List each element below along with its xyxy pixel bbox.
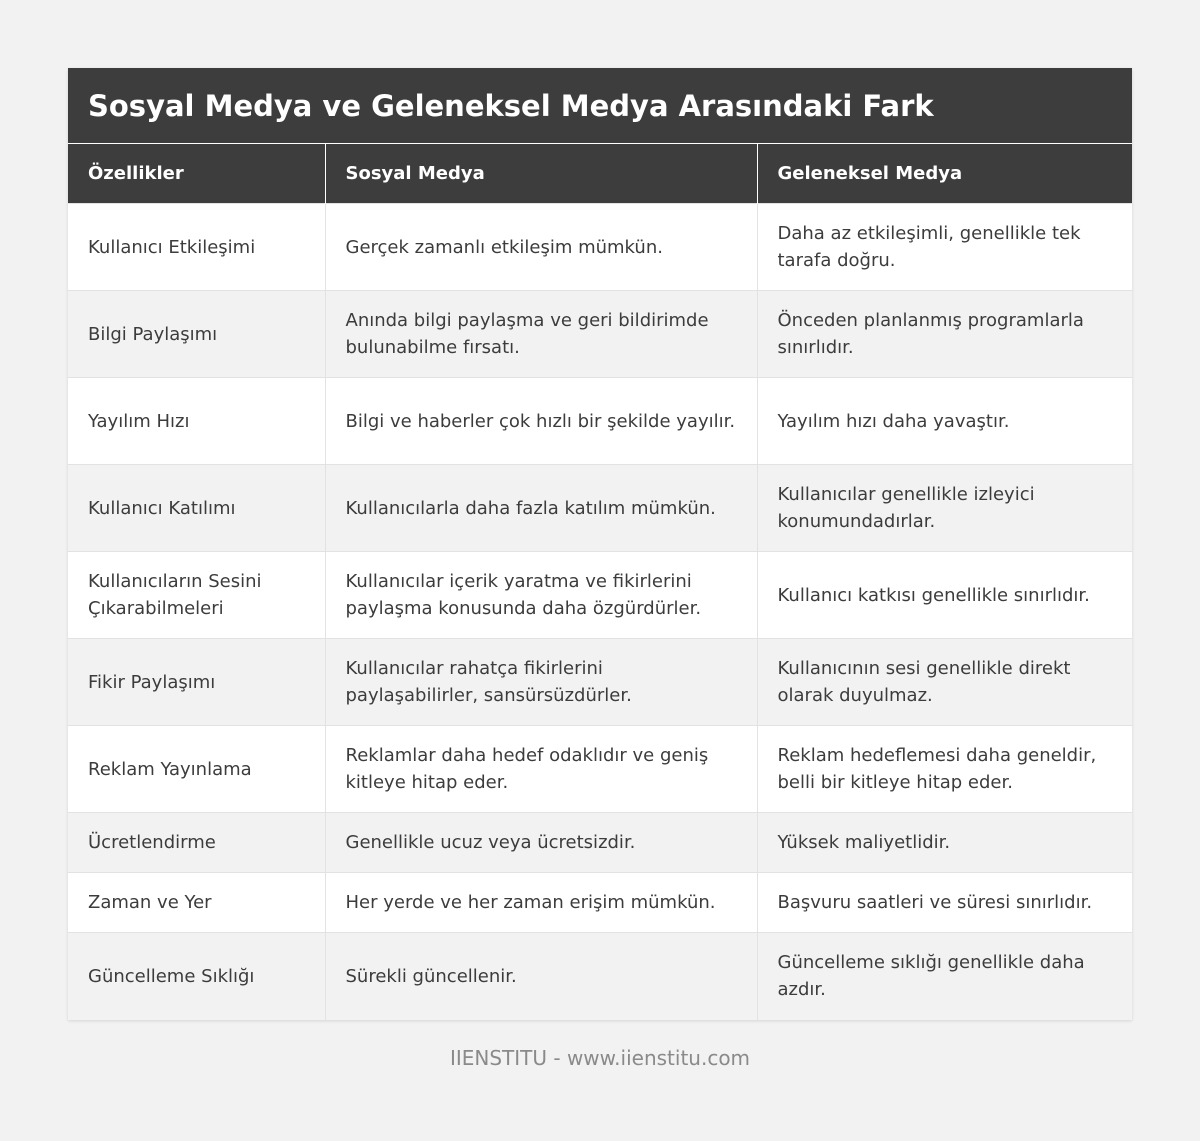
traditional-media-cell: Yayılım hızı daha yavaştır.	[757, 378, 1132, 465]
social-media-cell: Kullanıcılar içerik yaratma ve fikirlerini paylaşma konusunda daha özgürdürler.	[325, 552, 757, 639]
traditional-media-cell: Yüksek maliyetlidir.	[757, 813, 1132, 873]
table-row	[68, 873, 1132, 933]
traditional-media-cell: Kullanıcı katkısı genellikle sınırlıdır.	[757, 552, 1132, 639]
table-row	[68, 291, 1132, 378]
social-media-cell: Genellikle ucuz veya ücretsizdir.	[325, 813, 757, 873]
footer-credit: IIENSTITU - www.iienstitu.com	[449, 1046, 751, 1070]
table-row	[68, 378, 1132, 465]
traditional-media-cell: Daha az etkileşimli, genellikle tek tarafa doğru.	[757, 204, 1132, 291]
traditional-media-cell: Başvuru saatleri ve süresi sınırlıdır.	[757, 873, 1132, 933]
social-media-cell: Bilgi ve haberler çok hızlı bir şekilde yayılır.	[325, 378, 757, 465]
social-media-cell: Anında bilgi paylaşma ve geri bildirimde bulunabilme fırsatı.	[325, 291, 757, 378]
table-row	[68, 465, 1132, 552]
feature-cell: Ücretlendirme	[68, 813, 325, 873]
feature-cell: Zaman ve Yer	[68, 873, 325, 933]
table-row	[68, 813, 1132, 873]
table-title: Sosyal Medya ve Geleneksel Medya Arasındaki Fark	[68, 68, 1132, 144]
social-media-cell: Gerçek zamanlı etkileşim mümkün.	[325, 204, 757, 291]
comparison-table	[68, 144, 1132, 1020]
feature-cell: Yayılım Hızı	[68, 378, 325, 465]
table-row	[68, 204, 1132, 291]
traditional-media-cell: Kullanıcının sesi genellikle direkt olarak duyulmaz.	[757, 639, 1132, 726]
table-row	[68, 726, 1132, 813]
social-media-cell: Sürekli güncellenir.	[325, 933, 757, 1020]
social-media-cell: Kullanıcılarla daha fazla katılım mümkün.	[325, 465, 757, 552]
traditional-media-cell: Önceden planlanmış programlarla sınırlıdır.	[757, 291, 1132, 378]
feature-cell: Güncelleme Sıklığı	[68, 933, 325, 1020]
feature-cell: Kullanıcı Katılımı	[68, 465, 325, 552]
feature-cell: Kullanıcı Etkileşimi	[68, 204, 325, 291]
traditional-media-cell: Kullanıcılar genellikle izleyici konumundadırlar.	[757, 465, 1132, 552]
column-header-traditional-media: Geleneksel Medya	[757, 144, 1132, 204]
social-media-cell: Her yerde ve her zaman erişim mümkün.	[325, 873, 757, 933]
traditional-media-cell: Güncelleme sıklığı genellikle daha azdır.	[757, 933, 1132, 1020]
traditional-media-cell: Reklam hedeflemesi daha geneldir, belli bir kitleye hitap eder.	[757, 726, 1132, 813]
table-row	[68, 639, 1132, 726]
table-row	[68, 933, 1132, 1020]
feature-cell: Kullanıcıların Sesini Çıkarabilmeleri	[68, 552, 325, 639]
social-media-cell: Reklamlar daha hedef odaklıdır ve geniş kitleye hitap eder.	[325, 726, 757, 813]
feature-cell: Bilgi Paylaşımı	[68, 291, 325, 378]
social-media-cell: Kullanıcılar rahatça fikirlerini paylaşabilirler, sansürsüzdürler.	[325, 639, 757, 726]
header-row	[68, 144, 1132, 204]
comparison-card	[68, 68, 1132, 1020]
table-row	[68, 552, 1132, 639]
feature-cell: Fikir Paylaşımı	[68, 639, 325, 726]
feature-cell: Reklam Yayınlama	[68, 726, 325, 813]
column-header-features: Özellikler	[68, 144, 325, 204]
column-header-social-media: Sosyal Medya	[325, 144, 757, 204]
